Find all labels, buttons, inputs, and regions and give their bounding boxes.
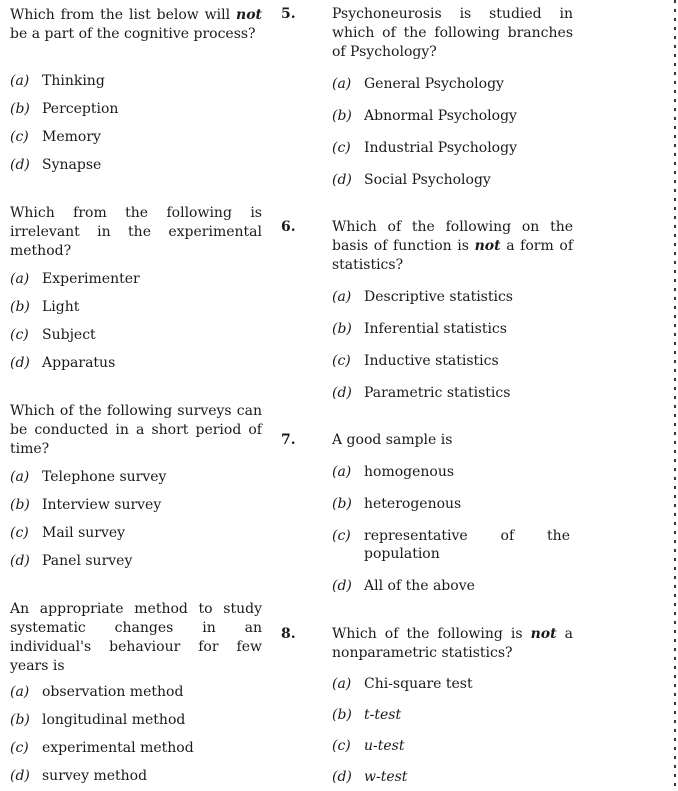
option-a: (a) Thinking (10, 73, 105, 89)
option-d: (d) All of the above (332, 578, 475, 594)
question-stem: 5. Psychoneurosis is studied in which of the following branches of Psychology? (281, 6, 573, 60)
question-2 (0, 204, 262, 371)
option-a: (a) Chi-square test (332, 676, 473, 692)
option-d: (d) Apparatus (10, 355, 116, 371)
question-7 (281, 431, 573, 594)
question-stem: 6. Which of the following on the basis of function is not a form of statistics? (281, 219, 573, 273)
option-b: (b) Perception (10, 101, 119, 117)
option-b: (b) heterogenous (332, 496, 462, 512)
question-3 (0, 402, 262, 569)
option-c: (c) Subject (10, 327, 96, 343)
option-c: (c) experimental method (10, 740, 194, 756)
question-8 (281, 625, 573, 785)
question-number: 7. (281, 432, 296, 448)
question-6 (281, 218, 573, 401)
option-b: (b) Inferential statistics (332, 321, 507, 337)
option-a: (a) homogenous (332, 464, 455, 480)
option-c: (c) Inductive statistics (332, 353, 499, 369)
option-b: (b) t-test (332, 707, 402, 723)
page-edge-divider (674, 0, 676, 791)
option-d: (d) Parametric statistics (332, 385, 511, 401)
option-d: (d) w-test (332, 769, 408, 785)
option-d: (d) Panel survey (10, 553, 133, 569)
question-1 (0, 6, 262, 173)
option-d: (d) Social Psychology (332, 172, 491, 188)
question-stem: Which from the following is irrelevant in the experimental method? (10, 205, 262, 259)
option-a: (a) Descriptive statistics (332, 289, 513, 305)
option-a: (a) Telephone survey (10, 469, 167, 485)
option-b: (b) Light (10, 299, 80, 315)
question-stem: Which from the list below will not be a part of the cognitive process? (10, 7, 262, 42)
question-number: 8. (281, 626, 296, 642)
option-c: (c) Industrial Psychology (332, 140, 517, 156)
option-a: (a) observation method (10, 684, 184, 700)
option-a: (a) General Psychology (332, 76, 504, 92)
question-stem: Which of the following surveys can be conducted in a short period of time? (10, 403, 262, 457)
option-d: (d) survey method (10, 768, 148, 784)
option-b: (b) Abnormal Psychology (332, 108, 517, 124)
question-number: 6. (281, 219, 296, 235)
question-number: 5. (281, 6, 296, 22)
option-d: (d) Synapse (10, 157, 102, 173)
option-b: (b) Interview survey (10, 497, 162, 513)
question-stem: 7. A good sample is (281, 432, 453, 448)
option-c: (c) representative of the population (332, 528, 570, 562)
option-b: (b) longitudinal method (10, 712, 186, 728)
option-a: (a) Experimenter (10, 271, 140, 287)
question-stem: 8. Which of the following is not a nonparametric statistics? (281, 626, 573, 661)
question-stem: An appropriate method to study systematic changes in an individual's behaviour for few years is (10, 601, 262, 674)
question-4 (0, 600, 262, 784)
option-c: (c) Memory (10, 129, 101, 145)
option-c: (c) u-test (332, 738, 405, 754)
question-5 (281, 5, 573, 188)
option-c: (c) Mail survey (10, 525, 126, 541)
